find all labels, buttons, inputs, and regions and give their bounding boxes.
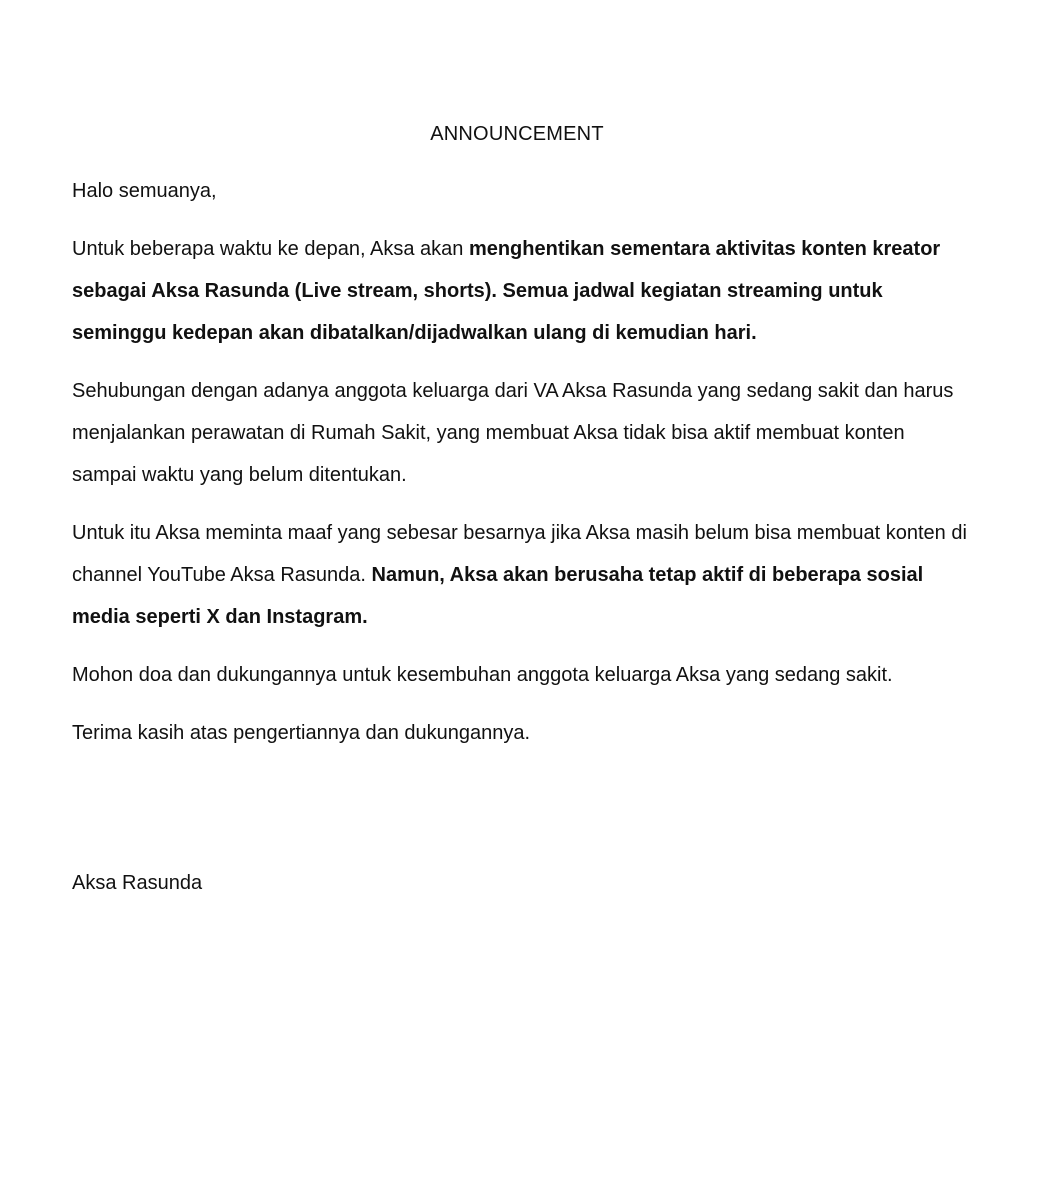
paragraph-suspension-normal: Untuk beberapa waktu ke depan, Aksa akan bbox=[72, 238, 469, 260]
signature-name: Aksa Rasunda bbox=[72, 872, 203, 894]
greeting-text: Halo semuanya, bbox=[72, 180, 217, 202]
paragraph-apology-bold: Namun, Aksa akan berusaha tetap aktif di beberapa sosial media seperti X dan Instagram. bbox=[72, 564, 924, 628]
paragraph-apology-normal: Untuk itu Aksa meminta maaf yang sebesar besarnya jika Aksa masih belum bisa membuat konten di channel YouTube Aksa Rasunda. bbox=[72, 522, 967, 586]
paragraph-prayer: Mohon doa dan dukungannya untuk kesembuhan anggota keluarga Aksa yang sedang sakit. bbox=[72, 664, 893, 686]
paragraph-suspension bbox=[72, 228, 972, 354]
paragraph-apology bbox=[72, 512, 972, 638]
announcement-body bbox=[72, 170, 972, 770]
announcement-title: ANNOUNCEMENT bbox=[430, 123, 604, 145]
paragraph-suspension-bold: menghentikan sementara aktivitas konten kreator sebagai Aksa Rasunda (Live stream, shorts). Semua jadwal kegiatan streaming untuk seminggu kedepan akan dibatalkan/dijadwalkan ulang di kemudian hari. bbox=[72, 238, 941, 344]
closing-text: Terima kasih atas pengertiannya dan dukungannya. bbox=[72, 722, 531, 744]
paragraph-reason: Sehubungan dengan adanya anggota keluarga dari VA Aksa Rasunda yang sedang sakit dan harus menjalankan perawatan di Rumah Sakit, yang membuat Aksa tidak bisa aktif membuat konten sampai waktu yang belum ditentukan. bbox=[72, 380, 954, 486]
